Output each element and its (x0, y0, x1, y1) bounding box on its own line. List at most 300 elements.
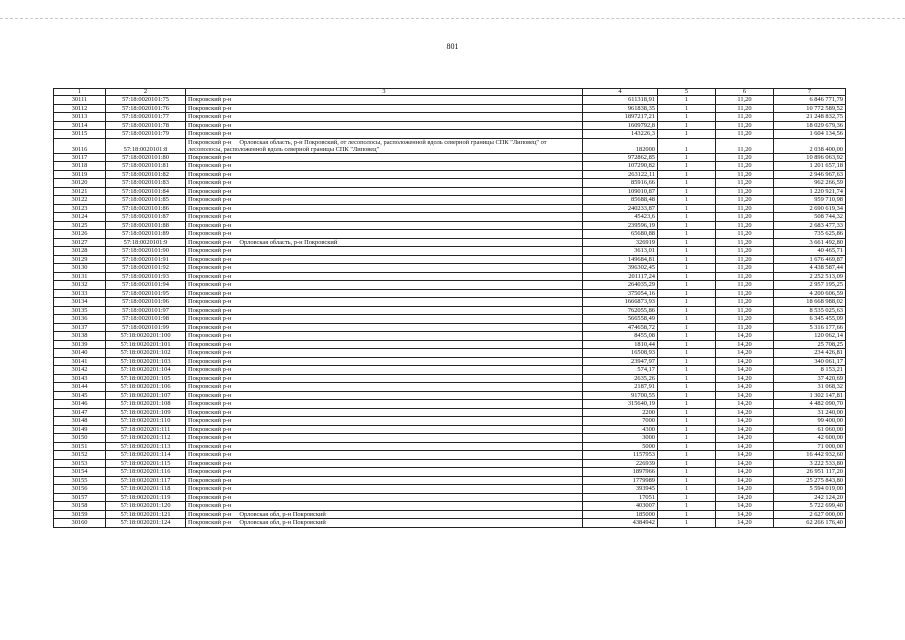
table-row (54, 476, 846, 485)
rate-cell: 11,20 (716, 306, 774, 315)
cadastral-value-cell: 508 744,32 (774, 213, 846, 222)
row-number-cell: 30112 (54, 104, 106, 113)
district-label: Покровский р-н (188, 468, 232, 476)
area-cell: 1609792,8 (583, 121, 658, 130)
rate-cell: 14,20 (716, 383, 774, 392)
quantity-cell: 1 (658, 434, 716, 443)
location-cell (186, 468, 583, 477)
header-col-4: 4 (583, 89, 658, 96)
cadastral-number-cell: 57:18:0020201:117 (106, 476, 186, 485)
district-label: Покровский р-н (188, 230, 232, 238)
cadastral-number-cell: 57:18:0020101:87 (106, 213, 186, 222)
row-number-cell: 30146 (54, 400, 106, 409)
area-cell: 5000 (583, 442, 658, 451)
district-label: Покровский р-н (188, 272, 232, 280)
location-cell (186, 272, 583, 281)
location-cell (186, 213, 583, 222)
area-cell: 762055,86 (583, 306, 658, 315)
cadastral-number-cell: 57:18:0020101:85 (106, 196, 186, 205)
rate-cell: 11,20 (716, 281, 774, 290)
district-label: Покровский р-н (188, 289, 232, 297)
cadastral-value-cell: 16 442 932,60 (774, 451, 846, 460)
row-number-cell: 30121 (54, 187, 106, 196)
cadastral-number-cell: 57:18:0020201:116 (106, 468, 186, 477)
cadastral-number-cell: 57:18:0020201:112 (106, 434, 186, 443)
register-table (53, 88, 846, 528)
location-cell (186, 289, 583, 298)
cadastral-value-cell: 6 345 455,09 (774, 315, 846, 324)
table-row (54, 264, 846, 273)
rate-cell: 11,20 (716, 272, 774, 281)
rate-cell: 11,20 (716, 323, 774, 332)
cadastral-value-cell: 40 465,71 (774, 247, 846, 256)
quantity-cell: 1 (658, 340, 716, 349)
table-row (54, 400, 846, 409)
table-body (54, 89, 846, 528)
table-row (54, 451, 846, 460)
rate-cell: 14,20 (716, 493, 774, 502)
cadastral-number-cell: 57:18:0020101:99 (106, 323, 186, 332)
quantity-cell: 1 (658, 170, 716, 179)
table-row (54, 425, 846, 434)
quantity-cell: 1 (658, 510, 716, 519)
location-cell (186, 332, 583, 341)
quantity-cell: 1 (658, 315, 716, 324)
location-cell (186, 230, 583, 239)
row-number-cell: 30147 (54, 408, 106, 417)
table-row (54, 179, 846, 188)
area-cell: 375054,16 (583, 289, 658, 298)
quantity-cell: 1 (658, 374, 716, 383)
quantity-cell: 1 (658, 130, 716, 139)
quantity-cell: 1 (658, 113, 716, 122)
table-row (54, 383, 846, 392)
page-number: 801 (446, 42, 459, 51)
quantity-cell: 1 (658, 442, 716, 451)
cadastral-number-cell: 57:18:0020201:105 (106, 374, 186, 383)
cadastral-number-cell: 57:18:0020201:101 (106, 340, 186, 349)
row-number-cell: 30141 (54, 357, 106, 366)
district-label: Покровский р-н (188, 153, 232, 161)
table-header-row (54, 89, 846, 96)
quantity-cell: 1 (658, 272, 716, 281)
table-row (54, 121, 846, 130)
quantity-cell: 1 (658, 213, 716, 222)
cadastral-value-cell: 120 062,14 (774, 332, 846, 341)
row-number-cell: 30116 (54, 138, 106, 153)
location-cell (186, 298, 583, 307)
rate-cell: 14,20 (716, 451, 774, 460)
district-label: Покровский р-н (188, 187, 232, 195)
quantity-cell: 1 (658, 468, 716, 477)
rate-cell: 14,20 (716, 332, 774, 341)
district-label: Покровский р-н (188, 434, 232, 442)
area-cell: 85916,66 (583, 179, 658, 188)
row-number-cell: 30125 (54, 221, 106, 230)
area-cell: 239596,19 (583, 221, 658, 230)
district-label: Покровский р-н (188, 383, 232, 391)
cadastral-value-cell: 31 240,00 (774, 408, 846, 417)
area-cell: 315640,19 (583, 400, 658, 409)
table-row (54, 221, 846, 230)
cadastral-value-cell: 4 482 090,70 (774, 400, 846, 409)
row-number-cell: 30126 (54, 230, 106, 239)
table-row (54, 374, 846, 383)
table-row (54, 204, 846, 213)
rate-cell: 11,20 (716, 170, 774, 179)
cadastral-value-cell: 1 676 469,87 (774, 255, 846, 264)
location-cell (186, 383, 583, 392)
area-cell: 264035,29 (583, 281, 658, 290)
district-label: Покровский р-н (188, 357, 232, 365)
location-cell (186, 221, 583, 230)
rate-cell: 14,20 (716, 425, 774, 434)
row-number-cell: 30150 (54, 434, 106, 443)
table-row (54, 332, 846, 341)
table-row (54, 281, 846, 290)
row-number-cell: 30130 (54, 264, 106, 273)
location-cell (186, 425, 583, 434)
rate-cell: 14,20 (716, 519, 774, 528)
district-label: Покровский р-н (188, 162, 232, 170)
area-cell: 149684,81 (583, 255, 658, 264)
quantity-cell: 1 (658, 264, 716, 273)
district-label: Покровский р-н (188, 247, 232, 255)
location-cell (186, 204, 583, 213)
rate-cell: 14,20 (716, 400, 774, 409)
quantity-cell: 1 (658, 281, 716, 290)
area-cell: 396302,45 (583, 264, 658, 273)
cadastral-number-cell: 57:18:0020101:76 (106, 104, 186, 113)
cadastral-number-cell: 57:18:0020101:79 (106, 130, 186, 139)
rate-cell: 14,20 (716, 434, 774, 443)
rate-cell: 11,20 (716, 153, 774, 162)
location-cell (186, 417, 583, 426)
row-number-cell: 30139 (54, 340, 106, 349)
row-number-cell: 30140 (54, 349, 106, 358)
location-cell (186, 374, 583, 383)
cadastral-number-cell: 57:18:0020101:91 (106, 255, 186, 264)
row-number-cell: 30118 (54, 162, 106, 171)
rate-cell: 11,20 (716, 247, 774, 256)
quantity-cell: 1 (658, 332, 716, 341)
location-cell (186, 187, 583, 196)
quantity-cell: 1 (658, 121, 716, 130)
cadastral-value-cell: 2 683 477,33 (774, 221, 846, 230)
location-cell (186, 349, 583, 358)
row-number-cell: 30128 (54, 247, 106, 256)
district-label: Покровский р-н (188, 510, 232, 518)
cadastral-value-cell: 4 200 606,59 (774, 289, 846, 298)
address-label: Орловская область, р-н Покровский (239, 238, 338, 246)
table-row (54, 340, 846, 349)
area-cell: 107290,82 (583, 162, 658, 171)
location-cell (186, 502, 583, 511)
table-row (54, 408, 846, 417)
cadastral-number-cell: 57:18:0020101:93 (106, 272, 186, 281)
district-label: Покровский р-н (188, 130, 232, 138)
cadastral-number-cell: 57:18:0020201:113 (106, 442, 186, 451)
location-cell (186, 400, 583, 409)
cadastral-value-cell: 3 661 492,80 (774, 238, 846, 247)
location-cell (186, 476, 583, 485)
location-cell (186, 323, 583, 332)
row-number-cell: 30136 (54, 315, 106, 324)
quantity-cell: 1 (658, 459, 716, 468)
area-cell: 1810,44 (583, 340, 658, 349)
rate-cell: 11,20 (716, 138, 774, 153)
cadastral-value-cell: 25 708,25 (774, 340, 846, 349)
table-row (54, 442, 846, 451)
row-number-cell: 30138 (54, 332, 106, 341)
rate-cell: 11,20 (716, 179, 774, 188)
table-row (54, 230, 846, 239)
quantity-cell: 1 (658, 476, 716, 485)
rate-cell: 11,20 (716, 315, 774, 324)
cadastral-number-cell: 57:18:0020201:110 (106, 417, 186, 426)
header-col-5: 5 (658, 89, 716, 96)
row-number-cell: 30156 (54, 485, 106, 494)
district-label: Покровский р-н (188, 493, 232, 501)
table-row (54, 315, 846, 324)
district-label: Покровский р-н (188, 204, 232, 212)
location-cell (186, 238, 583, 247)
cadastral-value-cell: 1 220 921,74 (774, 187, 846, 196)
area-cell: 85688,48 (583, 196, 658, 205)
row-number-cell: 30160 (54, 519, 106, 528)
quantity-cell: 1 (658, 162, 716, 171)
table-row (54, 510, 846, 519)
cadastral-number-cell: 57:18:0020201:120 (106, 502, 186, 511)
area-cell: 109010,87 (583, 187, 658, 196)
rate-cell: 11,20 (716, 264, 774, 273)
rate-cell: 11,20 (716, 213, 774, 222)
district-label: Покровский р-н (188, 332, 232, 340)
rate-cell: 14,20 (716, 366, 774, 375)
quantity-cell: 1 (658, 417, 716, 426)
quantity-cell: 1 (658, 230, 716, 239)
cadastral-number-cell: 57:18:0020201:109 (106, 408, 186, 417)
row-number-cell: 30151 (54, 442, 106, 451)
cadastral-number-cell: 57:18:0020101:83 (106, 179, 186, 188)
area-cell: 65680,88 (583, 230, 658, 239)
cadastral-number-cell: 57:18:0020101:86 (106, 204, 186, 213)
cadastral-value-cell: 2 946 967,63 (774, 170, 846, 179)
table-row (54, 434, 846, 443)
table-row (54, 255, 846, 264)
cadastral-value-cell: 3 222 533,80 (774, 459, 846, 468)
table-row (54, 162, 846, 171)
district-label: Покровский р-н (188, 451, 232, 459)
cadastral-value-cell: 6 846 771,79 (774, 96, 846, 105)
district-label: Покровский р-н (188, 400, 232, 408)
cadastral-number-cell: 57:18:0020101:94 (106, 281, 186, 290)
area-cell: 2200 (583, 408, 658, 417)
district-label: Покровский р-н (188, 366, 232, 374)
area-cell: 4384942 (583, 519, 658, 528)
row-number-cell: 30154 (54, 468, 106, 477)
location-cell (186, 366, 583, 375)
location-cell (186, 179, 583, 188)
table-row (54, 468, 846, 477)
rate-cell: 14,20 (716, 442, 774, 451)
row-number-cell: 30111 (54, 96, 106, 105)
cadastral-value-cell: 25 275 843,80 (774, 476, 846, 485)
table-row (54, 306, 846, 315)
row-number-cell: 30117 (54, 153, 106, 162)
district-label: Покровский р-н (188, 476, 232, 484)
location-cell (186, 104, 583, 113)
district-label: Покровский р-н (188, 96, 232, 104)
location-cell (186, 357, 583, 366)
area-cell: 326919 (583, 238, 658, 247)
district-label: Покровский р-н (188, 374, 232, 382)
table-row (54, 502, 846, 511)
table-row (54, 213, 846, 222)
row-number-cell: 30144 (54, 383, 106, 392)
rate-cell: 14,20 (716, 357, 774, 366)
cadastral-value-cell: 234 426,81 (774, 349, 846, 358)
location-cell (186, 96, 583, 105)
area-cell: 3000 (583, 434, 658, 443)
location-cell (186, 138, 583, 153)
cadastral-number-cell: 57:18:0020201:103 (106, 357, 186, 366)
quantity-cell: 1 (658, 349, 716, 358)
cadastral-number-cell: 57:18:0020201:119 (106, 493, 186, 502)
table-row (54, 493, 846, 502)
quantity-cell: 1 (658, 306, 716, 315)
district-label: Покровский р-н (188, 213, 232, 221)
cadastral-number-cell: 57:18:0020201:124 (106, 519, 186, 528)
quantity-cell: 1 (658, 391, 716, 400)
rate-cell: 14,20 (716, 417, 774, 426)
row-number-cell: 30133 (54, 289, 106, 298)
header-col-6: 6 (716, 89, 774, 96)
row-number-cell: 30114 (54, 121, 106, 130)
table-row (54, 459, 846, 468)
cadastral-value-cell: 2 038 400,00 (774, 138, 846, 153)
district-label: Покровский р-н (188, 442, 232, 450)
cadastral-number-cell: 57:18:0020101:75 (106, 96, 186, 105)
quantity-cell: 1 (658, 502, 716, 511)
rate-cell: 11,20 (716, 289, 774, 298)
cadastral-value-cell: 18 029 679,36 (774, 121, 846, 130)
table-row (54, 130, 846, 139)
quantity-cell: 1 (658, 255, 716, 264)
district-label: Покровский р-н (188, 281, 232, 289)
area-cell: 91700,55 (583, 391, 658, 400)
area-cell: 566558,49 (583, 315, 658, 324)
rate-cell: 14,20 (716, 502, 774, 511)
area-cell: 574,17 (583, 366, 658, 375)
area-cell: 143226,3 (583, 130, 658, 139)
area-cell: 4300 (583, 425, 658, 434)
location-cell (186, 391, 583, 400)
table-row (54, 417, 846, 426)
table-row (54, 170, 846, 179)
quantity-cell: 1 (658, 138, 716, 153)
area-cell: 3613,01 (583, 247, 658, 256)
location-cell (186, 153, 583, 162)
table-row (54, 366, 846, 375)
row-number-cell: 30145 (54, 391, 106, 400)
quantity-cell: 1 (658, 247, 716, 256)
area-cell: 16508,93 (583, 349, 658, 358)
cadastral-number-cell: 57:18:0020101:95 (106, 289, 186, 298)
area-cell: 240233,87 (583, 204, 658, 213)
district-label: Покровский р-н (188, 315, 232, 323)
cadastral-value-cell: 1 302 147,81 (774, 391, 846, 400)
area-cell: 263122,11 (583, 170, 658, 179)
cadastral-value-cell: 71 000,00 (774, 442, 846, 451)
district-label: Покровский р-н (188, 238, 232, 246)
row-number-cell: 30149 (54, 425, 106, 434)
area-cell: 1897966 (583, 468, 658, 477)
rate-cell: 11,20 (716, 121, 774, 130)
cadastral-value-cell: 1 604 134,56 (774, 130, 846, 139)
table-row (54, 104, 846, 113)
rate-cell: 11,20 (716, 113, 774, 122)
cadastral-value-cell: 1 201 657,18 (774, 162, 846, 171)
cadastral-value-cell: 4 438 587,44 (774, 264, 846, 273)
row-number-cell: 30122 (54, 196, 106, 205)
cadastral-number-cell: 57:18:0020201:111 (106, 425, 186, 434)
cadastral-value-cell: 2 957 195,25 (774, 281, 846, 290)
quantity-cell: 1 (658, 485, 716, 494)
cadastral-number-cell: 57:18:0020101:84 (106, 187, 186, 196)
table-row (54, 113, 846, 122)
cadastral-number-cell: 57:18:0020101:80 (106, 153, 186, 162)
district-label: Покровский р-н (188, 519, 232, 527)
quantity-cell: 1 (658, 451, 716, 460)
district-label: Покровский р-н (188, 340, 232, 348)
cadastral-number-cell: 57:18:0020201:115 (106, 459, 186, 468)
location-cell (186, 196, 583, 205)
quantity-cell: 1 (658, 187, 716, 196)
area-cell: 393945 (583, 485, 658, 494)
quantity-cell: 1 (658, 238, 716, 247)
district-label: Покровский р-н (188, 170, 232, 178)
area-cell: 961838,35 (583, 104, 658, 113)
rate-cell: 14,20 (716, 510, 774, 519)
district-label: Покровский р-н (188, 113, 232, 121)
area-cell: 611318,91 (583, 96, 658, 105)
location-cell (186, 510, 583, 519)
quantity-cell: 1 (658, 153, 716, 162)
cadastral-number-cell: 57:18:0020101:77 (106, 113, 186, 122)
area-cell: 8455,08 (583, 332, 658, 341)
cadastral-value-cell: 5 316 177,66 (774, 323, 846, 332)
district-label: Покровский р-н (188, 417, 232, 425)
cadastral-number-cell: 57:18:0020201:104 (106, 366, 186, 375)
district-label: Покровский р-н (188, 408, 232, 416)
cadastral-value-cell: 31 068,32 (774, 383, 846, 392)
cadastral-value-cell: 962 266,59 (774, 179, 846, 188)
cadastral-value-cell: 42 600,00 (774, 434, 846, 443)
rate-cell: 14,20 (716, 340, 774, 349)
district-label: Покровский р-н (188, 459, 232, 467)
rate-cell: 14,20 (716, 349, 774, 358)
cadastral-number-cell: 57:18:0020101:8 (106, 138, 186, 153)
table-row (54, 519, 846, 528)
area-cell: 1157953 (583, 451, 658, 460)
cadastral-value-cell: 340 061,17 (774, 357, 846, 366)
rate-cell: 11,20 (716, 162, 774, 171)
location-cell (186, 130, 583, 139)
location-cell (186, 281, 583, 290)
area-cell: 45423,6 (583, 213, 658, 222)
rate-cell: 11,20 (716, 230, 774, 239)
